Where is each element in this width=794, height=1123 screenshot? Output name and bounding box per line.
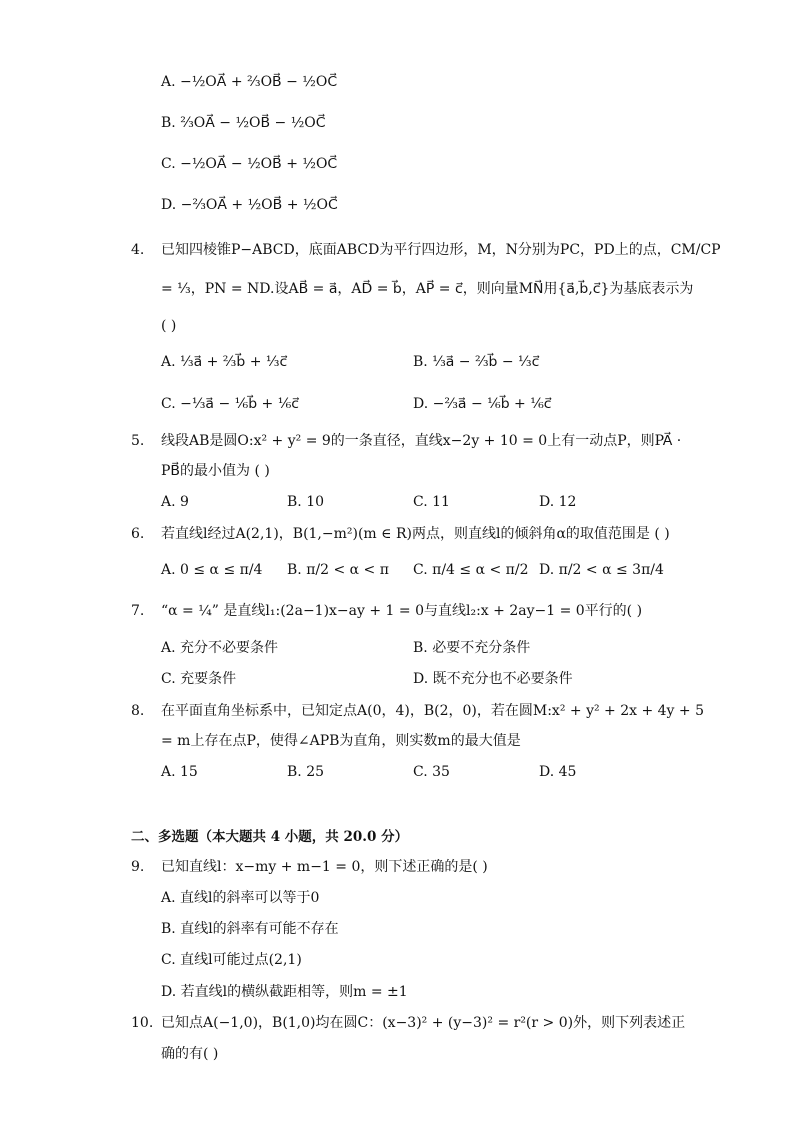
- q9-option-a: A. 直线l的斜率可以等于0: [161, 890, 320, 906]
- q5-option-c: C. 11: [413, 494, 450, 510]
- q9-option-c: C. 直线l可能过点(2,1): [161, 952, 302, 968]
- q9-option-d: D. 若直线l的横纵截距相等，则m = ±1: [161, 984, 408, 1000]
- q8-option-b: B. 25: [287, 764, 325, 780]
- question-number: 8.: [131, 703, 145, 719]
- question-text: 已知直线l：x−my + m−1 = 0，则下述正确的是( ): [161, 859, 488, 875]
- question-number: 10.: [131, 1015, 154, 1031]
- question-number: 4.: [131, 242, 145, 258]
- q4-option-a: A. ⅓a⃗ + ⅔b⃗ + ⅓c⃗: [161, 354, 288, 370]
- q3-option-a: A. −½OA⃗ + ⅔OB⃗ − ½OC⃗: [161, 74, 338, 90]
- q8-option-a: A. 15: [161, 764, 198, 780]
- question-text: = m上存在点P，使得∠APB为直角，则实数m的最大值是: [161, 733, 521, 749]
- question-number: 7.: [131, 603, 145, 619]
- q6-option-c: C. π/4 ≤ α < π/2: [413, 562, 529, 578]
- q6-option-a: A. 0 ≤ α ≤ π/4: [161, 562, 263, 578]
- q5-option-b: B. 10: [287, 494, 325, 510]
- question-text: PB⃗的最小值为 ( ): [161, 463, 270, 479]
- q6-option-b: B. π/2 < α < π: [287, 562, 389, 578]
- question-text: 已知四棱锥P−ABCD，底面ABCD为平行四边形，M，N分别为PC，PD上的点，CM/CP: [161, 242, 721, 258]
- question-text: = ⅓，PN = ND.设AB⃗ = a⃗，AD⃗ = b⃗，AP⃗ = c⃗，则向量MN⃗用{a⃗,b⃗,c⃗}为基底表示为: [161, 281, 694, 297]
- question-text: 在平面直角坐标系中，已知定点A(0，4)，B(2，0)，若在圆M:x² + y² + 2x + 4y + 5: [161, 703, 705, 719]
- q7-option-b: B. 必要不充分条件: [413, 640, 531, 656]
- q3-option-b: B. ⅔OA⃗ − ½OB⃗ − ½OC⃗: [161, 115, 326, 131]
- question-text: 线段AB是圆O:x² + y² = 9的一条直径，直线x−2y + 10 = 0上有一动点P，则PA⃗ ·: [161, 433, 682, 449]
- question-number: 5.: [131, 433, 145, 449]
- q7-option-a: A. 充分不必要条件: [161, 640, 279, 656]
- question-text: ( ): [161, 318, 177, 334]
- question-text: 确的有( ): [161, 1046, 219, 1062]
- q5-option-d: D. 12: [539, 494, 577, 510]
- q4-option-c: C. −⅓a⃗ − ⅙b⃗ + ⅙c⃗: [161, 396, 299, 412]
- q9-option-b: B. 直线l的斜率有可能不存在: [161, 921, 339, 937]
- section-heading: 二、多选题（本大题共 4 小题，共 20.0 分）: [131, 829, 409, 845]
- q3-option-c: C. −½OA⃗ − ½OB⃗ + ½OC⃗: [161, 156, 338, 172]
- question-text: 若直线l经过A(2,1)，B(1,−m²)(m ∈ R)两点，则直线l的倾斜角α的取值范围是 ( ): [161, 526, 670, 542]
- q4-option-d: D. −⅔a⃗ − ⅙b⃗ + ⅙c⃗: [413, 396, 552, 412]
- q7-option-d: D. 既不充分也不必要条件: [413, 671, 573, 687]
- question-text: 已知点A(−1,0)，B(1,0)均在圆C：(x−3)² + (y−3)² = r²(r > 0)外，则下列表述正: [161, 1015, 686, 1031]
- question-number: 9.: [131, 859, 145, 875]
- q5-option-a: A. 9: [161, 494, 189, 510]
- question-number: 6.: [131, 526, 145, 542]
- q7-option-c: C. 充要条件: [161, 671, 237, 687]
- q4-option-b: B. ⅓a⃗ − ⅔b⃗ − ⅓c⃗: [413, 354, 540, 370]
- q3-option-d: D. −⅔OA⃗ + ½OB⃗ + ½OC⃗: [161, 197, 338, 213]
- q8-option-d: D. 45: [539, 764, 577, 780]
- question-text: “α = ¼” 是直线l₁:(2a−1)x−ay + 1 = 0与直线l₂:x + 2ay−1 = 0平行的( ): [161, 603, 643, 619]
- q8-option-c: C. 35: [413, 764, 450, 780]
- q6-option-d: D. π/2 < α ≤ 3π/4: [539, 562, 664, 578]
